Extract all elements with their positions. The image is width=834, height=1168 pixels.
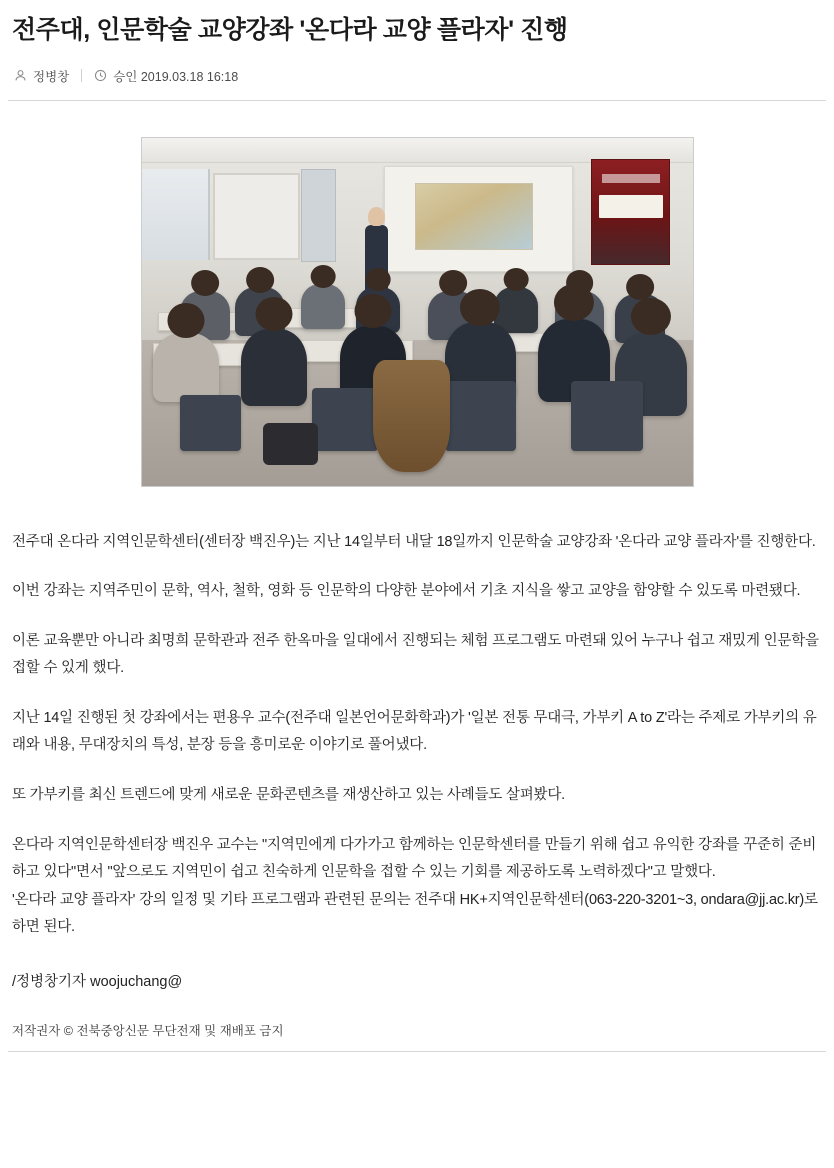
- article-paragraph: 이론 교육뿐만 아니라 최명희 문학관과 전주 한옥마을 일대에서 진행되는 체험 프로그램도 마련돼 있어 누구나 쉽고 재밌게 인문학을 접할 수 있게 했다.: [12, 632, 819, 677]
- article-paragraph: 온다라 지역인문학센터장 백진우 교수는 "지역민에게 다가가고 함께하는 인문학센터를 만들기 위해 쉽고 유익한 강좌를 꾸준히 준비하고 있다"면서 "앞으로도 지역민이 쉽고 친숙하게 인문학을 접할 수 있는 기회를 제공하도록 노력하겠다"고 말했다.: [12, 836, 817, 881]
- article-paragraph: 지난 14일 진행된 첫 강좌에서는 편용우 교수(전주대 일본언어문화학과)가 '일본 전통 무대극, 가부키 A to Z'라는 주제로 가부키의 유래와 내용, 무대장치의 특성, 분장 등을 흥미로운 이야기로 풀어냈다.: [12, 709, 817, 754]
- article-photo: [141, 137, 694, 487]
- author-name: 정병창: [33, 69, 70, 84]
- meta-divider: [81, 69, 82, 82]
- photo-audience-person: [241, 329, 307, 406]
- photo-bag: [263, 423, 318, 465]
- article-paragraph: 또 가부키를 최신 트렌드에 맞게 새로운 문화콘텐츠를 재생산하고 있는 사례들도 살펴봤다.: [12, 787, 565, 804]
- photo-chair: [180, 395, 241, 451]
- article-body: [12, 529, 822, 942]
- footer-divider: [8, 1051, 826, 1052]
- person-icon: [14, 69, 27, 82]
- article-meta: [14, 66, 826, 86]
- photo-audience-person: [301, 284, 345, 329]
- article-paragraph: 이번 강좌는 지역주민이 문학, 역사, 철학, 영화 등 인문학의 다양한 분야에서 기초 지식을 쌓고 교양을 함양할 수 있도록 마련됐다.: [12, 583, 801, 600]
- clock-icon: [94, 69, 107, 82]
- photo-door: [301, 169, 336, 261]
- photo-audience-person: [153, 333, 219, 403]
- photo-projection-screen: [384, 166, 573, 272]
- article-byline: /정병창기자 woojuchang@: [12, 973, 183, 990]
- photo-chair: [571, 381, 643, 451]
- article-figure: [8, 137, 826, 487]
- copyright-notice: 저작권자 © 전북중앙신문 무단전재 및 재배포 금지: [12, 1023, 284, 1038]
- photo-poster: [591, 159, 670, 265]
- published-date: 승인 2019.03.18 16:18: [113, 69, 239, 84]
- photo-window: [142, 169, 210, 259]
- header-divider: [8, 100, 826, 101]
- page-title: 전주대, 인문학술 교양강좌 '온다라 교양 플라자' 진행: [12, 16, 568, 44]
- published-meta: [94, 67, 238, 85]
- author-meta: [14, 67, 69, 85]
- photo-poster-title: [599, 195, 664, 218]
- photo-coat-on-chair: [373, 360, 450, 471]
- article-paragraph: '온다라 교양 플라자' 강의 일정 및 기타 프로그램과 관련된 문의는 전주대 HK+지역인문학센터(063-220-3201~3, ondara@jj.ac.kr)로 하면 된다.: [12, 891, 818, 936]
- article-paragraph: 전주대 온다라 지역인문학센터(센터장 백진우)는 지난 14일부터 내달 18일까지 인문학술 교양강좌 '온다라 교양 플라자'를 진행한다.: [12, 533, 816, 550]
- photo-poster-headline: [602, 174, 661, 182]
- photo-chair: [445, 381, 517, 451]
- photo-whiteboard: [213, 173, 300, 261]
- photo-chair: [312, 388, 378, 451]
- photo-slide-image: [415, 183, 533, 250]
- article-page: [0, 14, 834, 1052]
